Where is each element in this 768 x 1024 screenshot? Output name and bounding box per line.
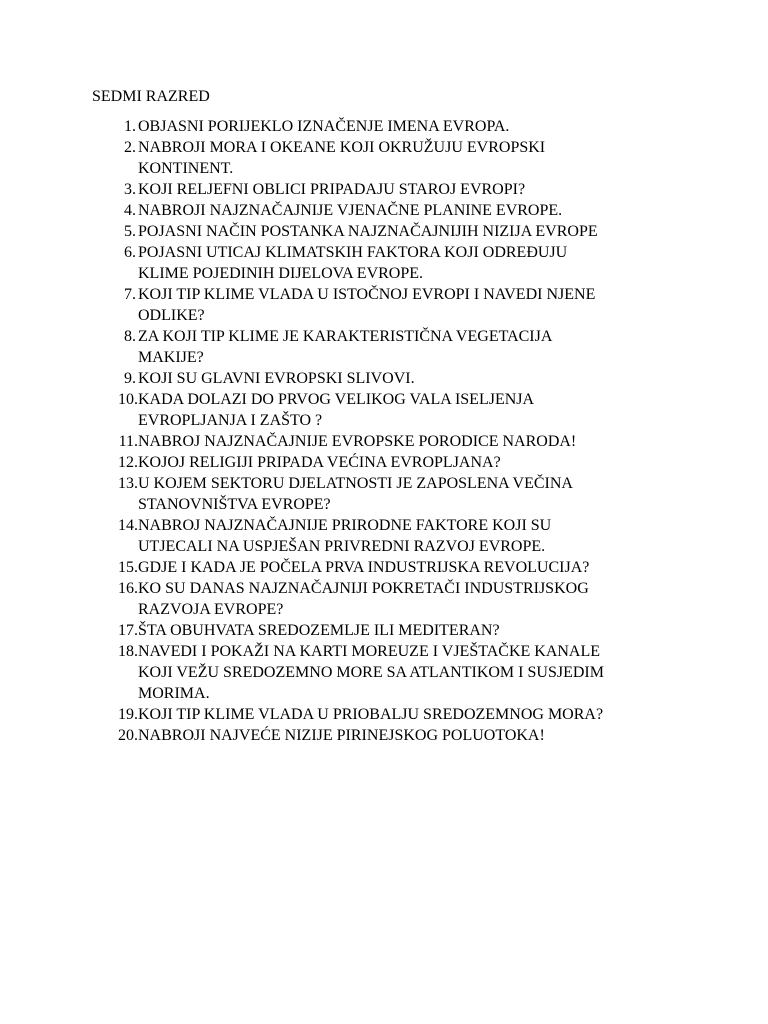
question-text-line: POJASNI UTICAJ KLIMATSKIH FAKTORA KOJI ODREĐUJU	[138, 244, 568, 261]
question-text-line: KOJOJ RELIGIJI PRIPADA VEĆINA EVROPLJANA?	[138, 454, 501, 471]
question-number: 4.	[124, 202, 136, 219]
question-item	[92, 179, 692, 200]
question-number: 5.	[124, 223, 136, 240]
question-text-line: POJASNI NAČIN POSTANKA NAJZNAČAJNIJIH NIZIJA EVROPE	[138, 223, 598, 240]
question-number: 14.	[118, 517, 138, 534]
question-text-line: ODLIKE?	[138, 307, 205, 324]
question-item	[92, 557, 692, 578]
question-item	[92, 620, 692, 641]
question-number: 2.	[124, 139, 136, 156]
question-text-line: KOJI SU GLAVNI EVROPSKI SLIVOVI.	[138, 370, 415, 387]
question-text-line: NAVEDI I POKAŽI NA KARTI MOREUZE I VJEŠTAČKE KANALE	[138, 643, 601, 660]
question-number: 11.	[118, 433, 138, 450]
question-item	[92, 431, 692, 452]
question-number: 19.	[118, 706, 138, 723]
question-number: 13.	[118, 475, 138, 492]
question-number: 9.	[124, 370, 136, 387]
question-number: 6.	[124, 244, 136, 261]
question-item	[92, 242, 692, 284]
question-text-line: MORIMA.	[138, 685, 210, 702]
question-number: 1.	[124, 118, 136, 135]
question-item	[92, 725, 692, 746]
question-item	[92, 200, 692, 221]
question-number: 17.	[118, 622, 138, 639]
question-item	[92, 452, 692, 473]
question-text-line: NABROJI NAJZNAČAJNIJE VJENAČNE PLANINE EVROPE.	[138, 202, 563, 219]
question-item	[92, 368, 692, 389]
question-text-line: U KOJEM SEKTORU DJELATNOSTI JE ZAPOSLENA VEČINA	[138, 475, 573, 492]
question-text-line: KONTINENT.	[138, 160, 234, 177]
question-text-line: ŠTA OBUHVATA SREDOZEMLJE ILI MEDITERAN?	[138, 622, 500, 639]
question-number: 3.	[124, 181, 136, 198]
question-text-line: GDJE I KADA JE POČELA PRVA INDUSTRIJSKA REVOLUCIJA?	[138, 559, 590, 576]
question-text-line: NABROJ NAJZNAČAJNIJE EVROPSKE PORODICE NARODA!	[138, 433, 577, 450]
question-text-line: KADA DOLAZI DO PRVOG VELIKOG VALA ISELJENJA	[138, 391, 535, 408]
question-text-line: KOJI VEŽU SREDOZEMNO MORE SA ATLANTIKOM I SUSJEDIM	[138, 664, 604, 681]
question-number: 12.	[118, 454, 138, 471]
question-text-line: MAKIJE?	[138, 349, 204, 366]
question-item	[92, 578, 692, 620]
question-text-line: UTJECALI NA USPJEŠAN PRIVREDNI RAZVOJ EVROPE.	[138, 538, 546, 555]
question-text-line: KOJI TIP KLIME VLADA U PRIOBALJU SREDOZEMNOG MORA?	[138, 706, 604, 723]
question-text-line: NABROJ NAJZNAČAJNIJE PRIRODNE FAKTORE KOJI SU	[138, 517, 552, 534]
question-text-line: KLIME POJEDINIH DIJELOVA EVROPE.	[138, 265, 424, 282]
question-item	[92, 284, 692, 326]
question-number: 15.	[118, 559, 138, 576]
question-text-line: STANOVNIŠTVA EVROPE?	[138, 496, 331, 513]
question-text-line: RAZVOJA EVROPE?	[138, 601, 284, 618]
question-text-line: EVROPLJANJA I ZAŠTO ?	[138, 412, 323, 429]
question-item	[92, 326, 692, 368]
question-text-line: KOJI TIP KLIME VLADA U ISTOČNOJ EVROPI I NAVEDI NJENE	[138, 286, 596, 303]
question-text-line: OBJASNI PORIJEKLO IZNAČENJE IMENA EVROPA.	[138, 118, 510, 135]
document-heading: SEDMI RAZRED	[92, 88, 210, 105]
question-text-line: KOJI RELJEFNI OBLICI PRIPADAJU STAROJ EVROPI?	[138, 181, 526, 198]
question-item	[92, 641, 692, 704]
question-number: 8.	[124, 328, 136, 345]
question-number: 16.	[118, 580, 138, 597]
question-text-line: ZA KOJI TIP KLIME JE KARAKTERISTIČNA VEGETACIJA	[138, 328, 553, 345]
question-number: 7.	[124, 286, 136, 303]
question-text-line: NABROJI MORA I OKEANE KOJI OKRUŽUJU EVROPSKI	[138, 139, 546, 156]
question-item	[92, 137, 692, 179]
question-text-line: NABROJI NAJVEĆE NIZIJE PIRINEJSKOG POLUOTOKA!	[138, 727, 545, 744]
question-number: 18.	[118, 643, 138, 660]
question-list	[92, 116, 692, 746]
question-item	[92, 704, 692, 725]
question-text-line: KO SU DANAS NAJZNAČAJNIJI POKRETAČI INDUSTRIJSKOG	[138, 580, 589, 597]
question-item	[92, 389, 692, 431]
question-item	[92, 116, 692, 137]
question-item	[92, 473, 692, 515]
question-item	[92, 515, 692, 557]
question-item	[92, 221, 692, 242]
question-number: 20.	[118, 727, 138, 744]
question-number: 10.	[118, 391, 138, 408]
